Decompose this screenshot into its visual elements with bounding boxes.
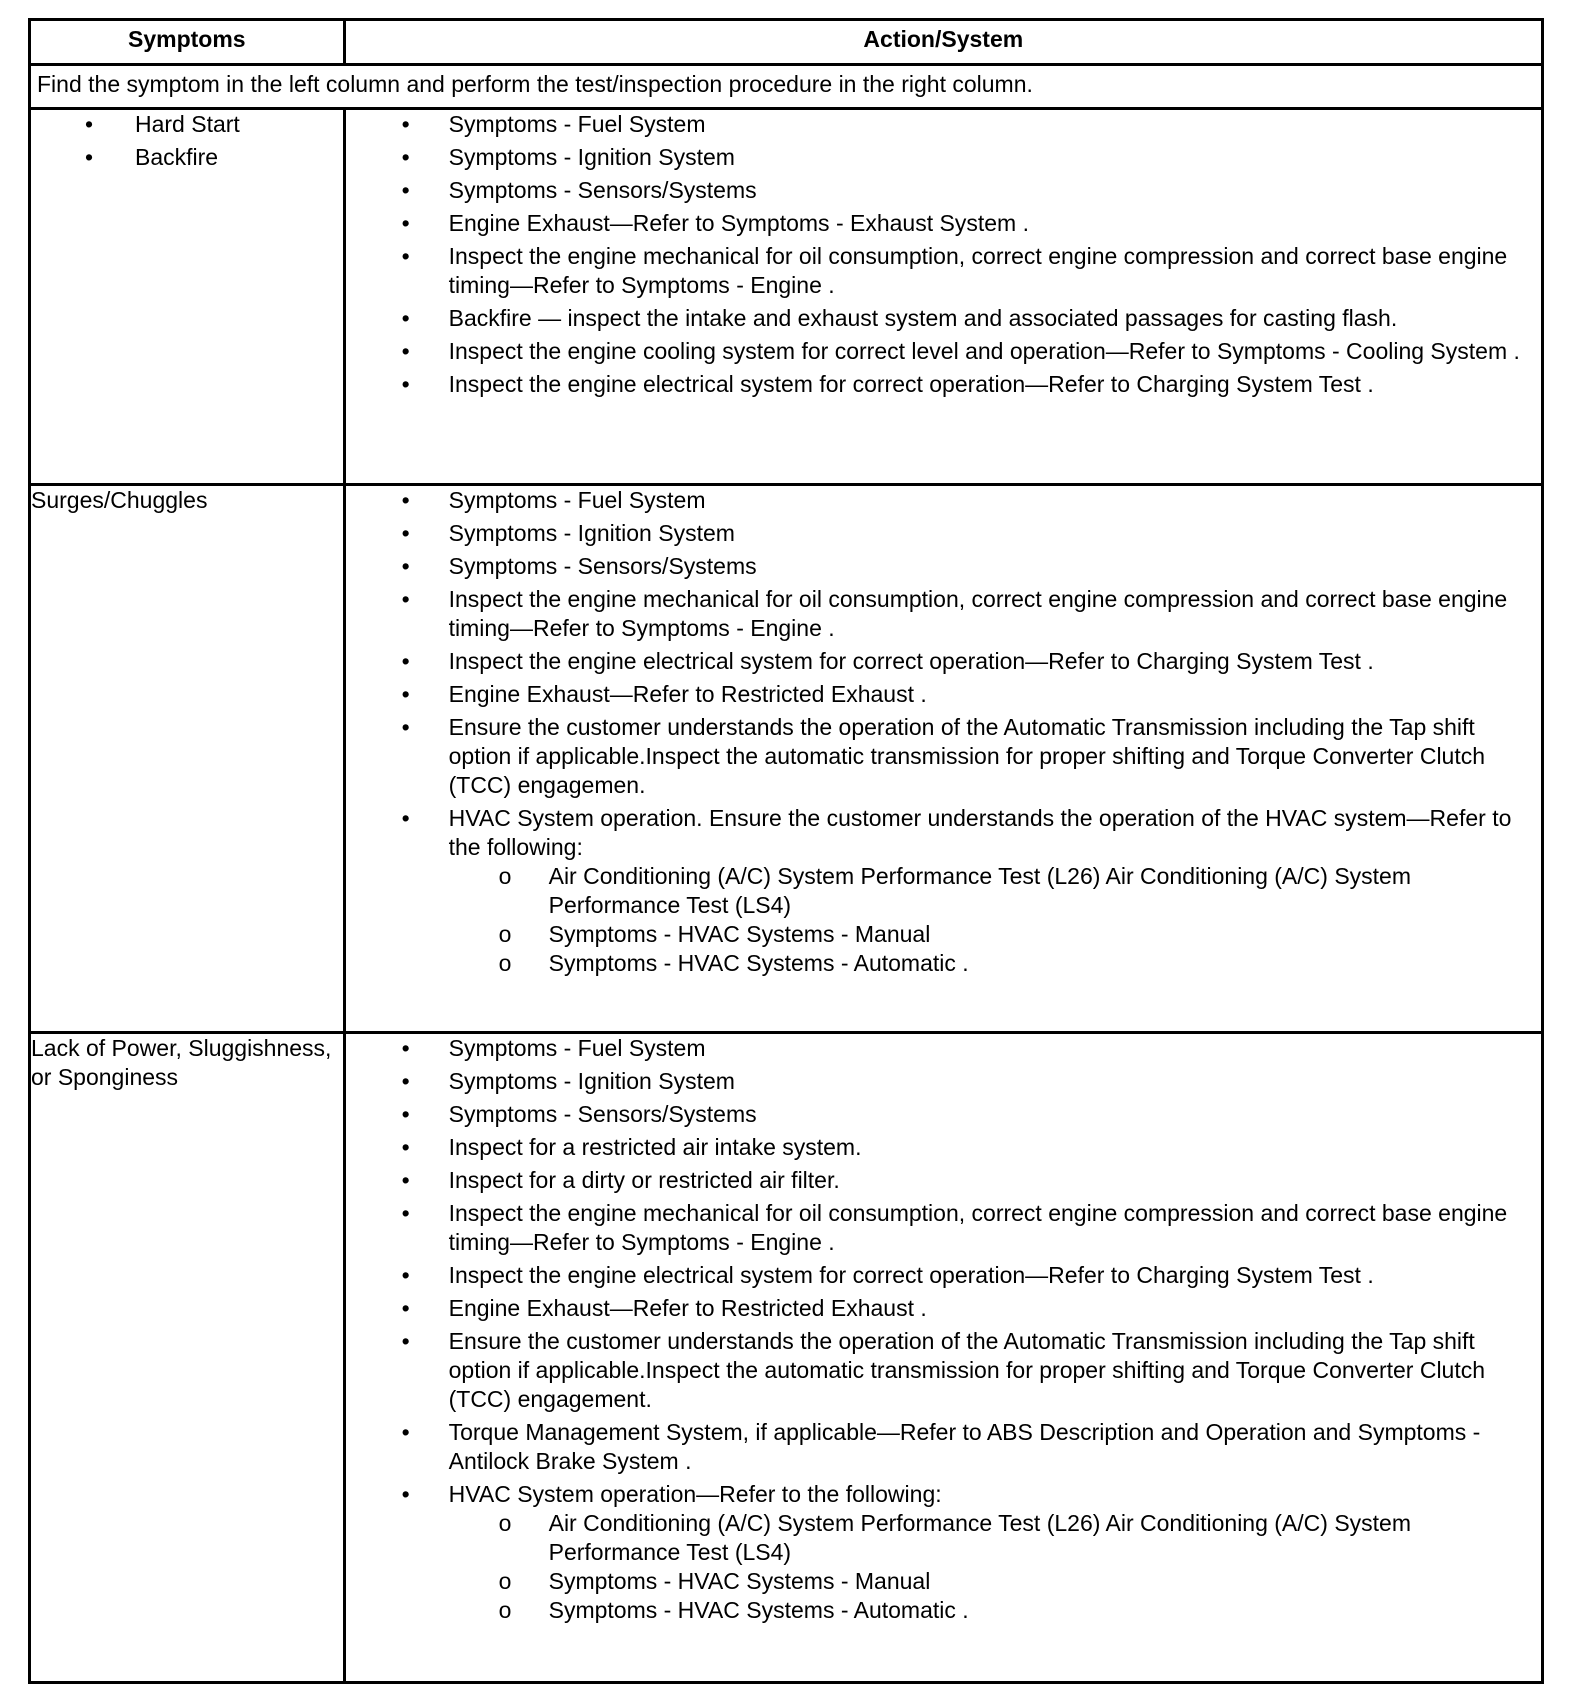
action-item-text: HVAC System operation—Refer to the following: <box>448 1481 942 1507</box>
action-list <box>346 1034 1541 1625</box>
action-item: • Ensure the customer understands the operation of the Automatic Transmission including the Tap shift option if applicable.Inspect the automatic transmission for proper shifting and Torque Converter Clutch (TCC) engagemen. <box>346 713 1541 800</box>
action-item: • Symptoms - Fuel System <box>346 486 1541 515</box>
sub-action-list <box>449 862 1541 978</box>
action-item: • Symptoms - Sensors/Systems <box>346 1100 1541 1129</box>
sub-action-item: o Air Conditioning (A/C) System Performance Test (L26) Air Conditioning (A/C) System Performance Test (LS4) <box>449 1509 1541 1567</box>
symptom-item: • Hard Start <box>31 110 343 143</box>
action-item: • Symptoms - Ignition System <box>346 1067 1541 1096</box>
action-cell <box>344 109 1542 485</box>
symptom-text: Lack of Power, Sluggishness, or Sponginess <box>31 1035 332 1090</box>
sub-action-item: o Air Conditioning (A/C) System Performance Test (L26) Air Conditioning (A/C) System Performance Test (LS4) <box>449 862 1541 920</box>
action-item: • Inspect the engine mechanical for oil consumption, correct engine compression and correct base engine timing—Refer to Symptoms - Engine . <box>346 1199 1541 1257</box>
action-item: • Inspect the engine electrical system for correct operation—Refer to Charging System Test . <box>346 647 1541 676</box>
sub-action-list <box>449 1509 1541 1625</box>
symptom-cell <box>30 485 345 1033</box>
action-item-with-subitems <box>346 804 1541 978</box>
action-item-with-subitems <box>346 1480 1541 1625</box>
action-item: • Backfire — inspect the intake and exhaust system and associated passages for casting flash. <box>346 304 1541 333</box>
symptom-table <box>28 18 1544 1684</box>
table-row <box>30 109 1543 485</box>
table-row <box>30 1033 1543 1683</box>
action-item: • Inspect the engine mechanical for oil consumption, correct engine compression and correct base engine timing—Refer to Symptoms - Engine . <box>346 242 1541 300</box>
action-item: • Symptoms - Fuel System <box>346 110 1541 139</box>
sub-action-item: o Symptoms - HVAC Systems - Manual <box>449 1567 1541 1596</box>
action-item: • Symptoms - Sensors/Systems <box>346 176 1541 205</box>
action-item: • Symptoms - Fuel System <box>346 1034 1541 1063</box>
symptom-list <box>31 110 343 176</box>
sub-action-item: o Symptoms - HVAC Systems - Automatic . <box>449 1596 1541 1625</box>
action-item: • Symptoms - Sensors/Systems <box>346 552 1541 581</box>
symptom-text: Surges/Chuggles <box>31 487 208 513</box>
action-item: • Ensure the customer understands the operation of the Automatic Transmission including the Tap shift option if applicable.Inspect the automatic transmission for proper shifting and Torque Converter Clutch (TCC) engagement. <box>346 1327 1541 1414</box>
action-item: • Inspect for a dirty or restricted air filter. <box>346 1166 1541 1195</box>
action-list <box>346 486 1541 978</box>
action-list <box>346 110 1541 399</box>
action-item: • Engine Exhaust—Refer to Restricted Exhaust . <box>346 680 1541 709</box>
symptoms-column-header: Symptoms <box>30 20 345 65</box>
action-item: • Inspect the engine mechanical for oil consumption, correct engine compression and correct base engine timing—Refer to Symptoms - Engine . <box>346 585 1541 643</box>
action-cell <box>344 485 1542 1033</box>
action-item: • Inspect the engine electrical system for correct operation—Refer to Charging System Test . <box>346 1261 1541 1290</box>
action-item: • Engine Exhaust—Refer to Symptoms - Exhaust System . <box>346 209 1541 238</box>
action-cell <box>344 1033 1542 1683</box>
action-system-column-header: Action/System <box>344 20 1542 65</box>
symptom-cell <box>30 109 345 485</box>
table-header-row <box>30 20 1543 65</box>
action-item: • Inspect the engine cooling system for correct level and operation—Refer to Symptoms - Cooling System . <box>346 337 1541 366</box>
action-item-text: HVAC System operation. Ensure the customer understands the operation of the HVAC system—Refer to the following: <box>448 805 1512 860</box>
action-item: • Torque Management System, if applicable—Refer to ABS Description and Operation and Symptoms - Antilock Brake System . <box>346 1418 1541 1476</box>
sub-action-item: o Symptoms - HVAC Systems - Automatic . <box>449 949 1541 978</box>
sub-action-item: o Symptoms - HVAC Systems - Manual <box>449 920 1541 949</box>
symptom-cell <box>30 1033 345 1683</box>
intro-row <box>30 65 1543 109</box>
action-item: • Engine Exhaust—Refer to Restricted Exhaust . <box>346 1294 1541 1323</box>
action-item: • Symptoms - Ignition System <box>346 143 1541 172</box>
symptom-item: • Backfire <box>31 143 343 176</box>
action-item: • Inspect the engine electrical system for correct operation—Refer to Charging System Test . <box>346 370 1541 399</box>
action-item: • Inspect for a restricted air intake system. <box>346 1133 1541 1162</box>
action-item: • Symptoms - Ignition System <box>346 519 1541 548</box>
intro-text: Find the symptom in the left column and perform the test/inspection procedure in the right column. <box>30 65 1543 109</box>
table-row <box>30 485 1543 1033</box>
